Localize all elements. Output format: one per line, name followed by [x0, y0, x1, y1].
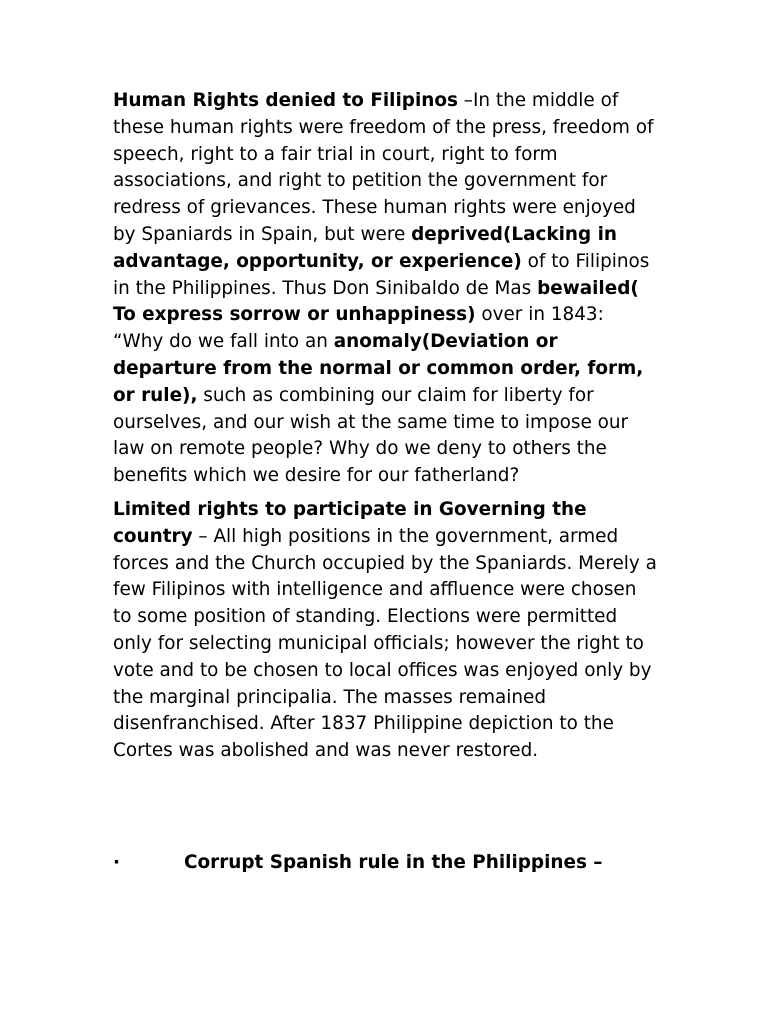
bullet-marker: ·: [113, 852, 120, 873]
term-anomaly: anomaly(Deviation or departure from the normal or common order, form, or rule),: [113, 331, 644, 406]
term-bewailed: bewailed( To express sorrow or unhappiness): [113, 277, 639, 326]
body-text: over in 1843: “Why do we fall into an: [113, 304, 604, 353]
bullet-item-corrupt-rule: [113, 850, 673, 877]
heading-human-rights: Human Rights denied to Filipinos: [113, 90, 458, 111]
body-text: –In the middle of these human rights were freedom of the press, freedom of speech, right to a fair trial in court, right to form associations, and right to petition the government for redress of grievances. These human rights were enjoyed by Spaniards in Spain, but were: [113, 90, 654, 245]
heading-corrupt-rule: Corrupt Spanish rule in the Philippines –: [184, 852, 603, 873]
body-text: – All high positions in the government, armed forces and the Church occupied by the Spaniards. Merely a few Filipinos with intelligence and affluence were chosen to some position of standing. Elections were permitted only for selecting municipal officials; however the right to vote and to be chosen to local offices was enjoyed only by the marginal principalia. The masses remained disenfranchised. After 1837 Philippine depiction to the Cortes was abolished and was never restored.: [113, 525, 657, 762]
paragraph-limited-rights: [113, 497, 658, 765]
term-deprived: deprived(Lacking in advantage, opportunity, or experience): [113, 223, 617, 272]
heading-limited-rights: Limited rights to participate in Governing the country: [113, 498, 587, 547]
body-text: such as combining our claim for liberty for ourselves, and our wish at the same time to impose our law on remote people? Why do we deny to others the benefits which we desire for our fatherland?: [113, 384, 629, 487]
body-text: of to Filipinos in the Philippines. Thus Don Sinibaldo de Mas: [113, 250, 650, 299]
paragraph-human-rights: [113, 88, 658, 490]
document-body: [113, 88, 658, 772]
